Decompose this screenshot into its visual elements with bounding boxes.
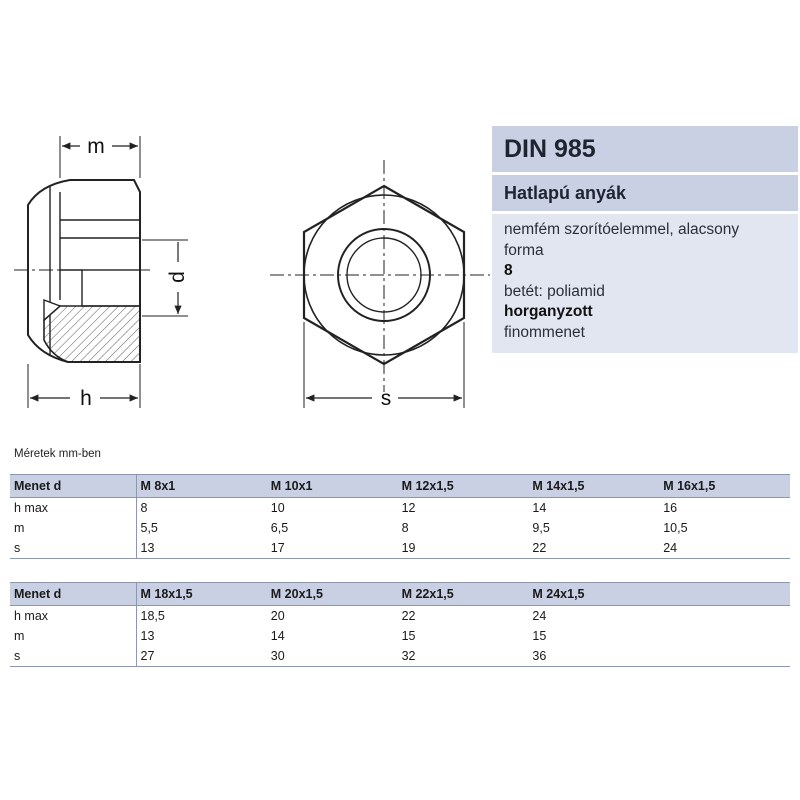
thread-type: finommenet: [504, 323, 585, 341]
table-row: [10, 606, 790, 627]
product-info-panel: [492, 126, 798, 353]
table-cell: 18,5: [140, 609, 165, 623]
table-header-cell: M 16x1,5: [659, 475, 790, 498]
table-cell: [659, 606, 790, 627]
table-cell: m: [10, 626, 136, 646]
table-cell: 17: [267, 538, 398, 559]
table-cell: 24: [659, 538, 790, 559]
table-cell: 9,5: [532, 521, 550, 535]
table-cell: 20: [270, 609, 285, 623]
table-cell: 19: [398, 538, 529, 559]
table-header-cell: Menet d: [10, 583, 136, 606]
table-cell: [659, 626, 790, 646]
table-row: [10, 538, 790, 559]
table-header-cell: M 8x1: [136, 475, 267, 498]
dimension-table-2: [10, 582, 790, 667]
table-header-cell: M 10x1: [267, 475, 398, 498]
surface-finish: horganyzott: [504, 303, 593, 320]
table-header-cell: M 12x1,5: [398, 475, 529, 498]
table-cell: 24: [532, 609, 547, 623]
table-row: [10, 518, 790, 538]
side-view: [14, 136, 188, 408]
table-cell: s: [10, 538, 136, 559]
table-row: [10, 626, 790, 646]
table-cell: h max: [10, 498, 136, 519]
insert-material: betét: poliamid: [504, 282, 605, 300]
table-header-cell: M 14x1,5: [528, 475, 659, 498]
table-row: [10, 498, 790, 519]
table-cell: 14: [270, 629, 285, 643]
table-header-cell: M 18x1,5: [136, 583, 267, 606]
table-header-cell: Menet d: [10, 475, 136, 498]
table-header-cell: [659, 583, 790, 606]
strength-class: 8: [504, 262, 513, 279]
table-cell: 22: [401, 609, 416, 623]
table-header-cell: M 22x1,5: [398, 583, 529, 606]
table-cell: 36: [528, 646, 659, 667]
dim-s-label: s: [380, 387, 392, 410]
dimension-table-1: [10, 474, 790, 559]
dim-h-label: h: [80, 387, 92, 410]
table-cell: 8: [140, 501, 148, 515]
table-header-cell: M 24x1,5: [528, 583, 659, 606]
table-cell: 16: [663, 501, 678, 515]
table-cell: h max: [10, 606, 136, 627]
table-cell: 10: [270, 501, 285, 515]
table-cell: 10,5: [663, 521, 688, 535]
table-cell: 15: [401, 629, 416, 643]
table-cell: 6,5: [270, 521, 289, 535]
table-cell: 8: [401, 521, 409, 535]
table-cell: 27: [136, 646, 267, 667]
table-cell: 12: [401, 501, 416, 515]
front-view: [270, 160, 490, 408]
table-header-cell: M 20x1,5: [267, 583, 398, 606]
table-header-row: [10, 583, 790, 606]
table-cell: 5,5: [140, 521, 158, 535]
desc-line-1: nemfém szorítóelemmel, alacsony: [504, 221, 740, 238]
table-row: [10, 646, 790, 667]
units-note: Méretek mm-ben: [14, 448, 101, 460]
standard-title: DIN 985: [492, 126, 798, 172]
table-header-row: [10, 475, 790, 498]
technical-drawing: [0, 110, 490, 420]
table-cell: s: [10, 646, 136, 667]
product-description: [492, 214, 798, 353]
table-cell: 13: [140, 629, 155, 643]
table-cell: [659, 646, 790, 667]
table-cell: 13: [136, 538, 267, 559]
dim-m-label: m: [87, 135, 105, 158]
table-cell: 30: [267, 646, 398, 667]
product-subtitle: Hatlapú anyák: [492, 175, 798, 211]
table-cell: 22: [528, 538, 659, 559]
table-cell: m: [10, 518, 136, 538]
desc-line-2: forma: [504, 241, 544, 259]
dim-d-label: d: [166, 271, 189, 283]
table-cell: 14: [532, 501, 547, 515]
table-cell: 15: [532, 629, 547, 643]
table-cell: 32: [398, 646, 529, 667]
